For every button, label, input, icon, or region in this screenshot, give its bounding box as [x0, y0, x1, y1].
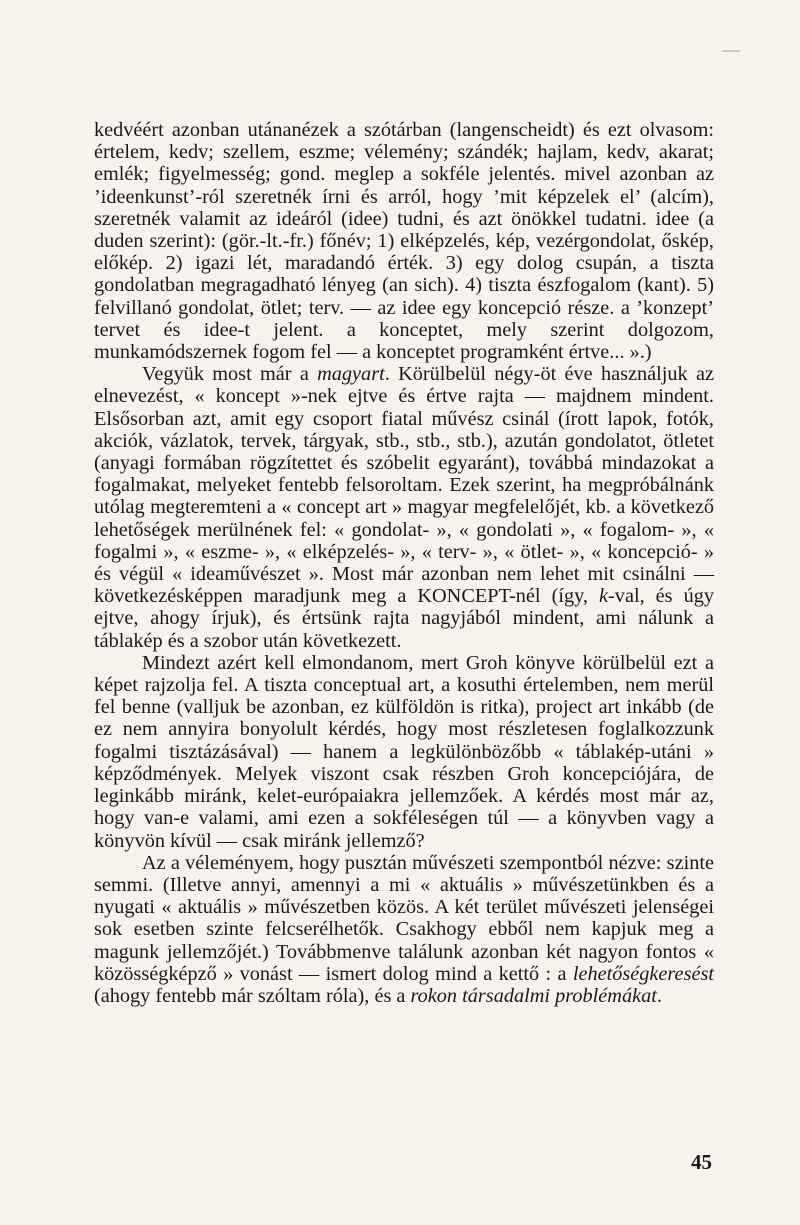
text-run: Mindezt azért kell elmondanom, mert Groh könyve körülbelül ezt a képet rajzolja fel. A tiszta conceptual art, a kosuthi értelemben, nem merül fel benne (valljuk be azonban, ez külföldön is ritka), project art inkább (de ez nem annyira bonyolult kérdés, hogy most részletesen foglalkozzunk fogalmi tisztázásával) — hanem a legkülönbözőbb « táblakép-utáni » képződmények. Melyek viszont csak részben Groh koncepciójára, de leginkább miránk, kelet-európaiakra jellemzőek. A kérdés most már az, hogy van-e valami, ami ezen a sokféleségen túl — a könyvben vagy a könyvön kívül — csak miránk jellemző? — [94, 651, 714, 852]
text-run: (ahogy fentebb már szóltam róla), és a — [94, 984, 411, 1007]
paragraph-2 — [94, 363, 714, 652]
print-speck — [722, 50, 740, 52]
text-run: -val, és úgy ejtve, ahogy írjuk), és értsünk rajta nagyjából mindent, ami nálunk a táblakép és a szobor után következett. — [94, 585, 714, 652]
text-run: Vegyük most már a — [142, 363, 318, 386]
text-run: Az a véleményem, hogy pusztán művészeti szempontból nézve: szinte semmi. (Illetve annyi, amennyi a mi « aktuális » művészetünkben és a nyugati « aktuális » művészetben közös. A két terület művészeti jelenségei sok esetben szinte felcserélhetők. Csakhogy ebből nem kapjuk meg a magunk jellemzőjét.) Továbbmenve találunk azonban két nagyon fontos « közösségképző » vonást — ismert dolog mind a kettő : a — [94, 851, 714, 985]
italic-run: k — [599, 585, 609, 608]
text-run: . — [656, 984, 662, 1007]
italic-run: rokon társadalmi problémákat — [410, 984, 657, 1007]
italic-run: lehetőségkeresést — [572, 962, 714, 985]
text-run: . Körülbelül négy-öt éve használjuk az elnevezést, « koncept »-nek ejtve és értve rajta — majdnem mindent. Elsősorban azt, amit egy csoport fiatal művész csinál (írott lapok, fotók, akciók, vázlatok, tervek, tárgyak, stb., stb., stb.), azután gondolatot, ötletet (anyagi formában rögzítettet és szóbelit egyaránt), továbbá mindazokat a fogalmakat, melyeket fentebb felsoroltam. Ezek szerint, ha megpróbálnánk utólag megteremteni a « concept art » magyar megfelelőjét, kb. a következő lehetőségek merülnének fel: « gondolat- », « gondolati », « fogalom- », « fogalmi », « eszme- », « elképzelés- », « terv- », « ötlet- », « koncepció- » és végül « ideaművészet ». Most már azonban nem lehet mit csinálni — következésképpen maradjunk meg a KONCEPT-nél (így, — [94, 363, 714, 608]
body-text — [94, 119, 714, 1007]
text-run: kedvéért azonban utánanézek a szótárban (langenscheidt) és ezt olvasom: értelem, kedv; szellem, eszme; vélemény; szándék; hajlam, kedv, akarat; emlék; figyelmesség; gond. meglep a sokféle jelentés. mivel azonban az ’ideenkunst’-ról szeretnék írni és arról, hogy ’mit képzelek el’ (alcím), szeretnék valamit az ideáról (idee) tudni, és azt önökkel tudatni. idee (a duden szerint): (gör.-lt.-fr.) főnév; 1) elképzelés, kép, vezérgondolat, őskép, előkép. 2) igazi lét, maradandó érték. 3) egy dolog csupán, a tiszta gondolatban megragadható lényeg (an sich). 4) tiszta észfogalom (kant). 5) felvillanó gondolat, ötlet; terv. — az idee egy koncepció része. a ’konzept’ tervet és idee-t jelent. a konceptet, mely szerint dolgozom, munkamódszernek fogom fel — a konceptet programként értve... ».) — [94, 119, 714, 364]
paragraph-3 — [94, 652, 714, 852]
italic-run: magyart — [317, 363, 385, 386]
paragraph-4 — [94, 852, 714, 1007]
paragraph-1 — [94, 119, 714, 363]
page-number: 45 — [691, 1150, 712, 1174]
